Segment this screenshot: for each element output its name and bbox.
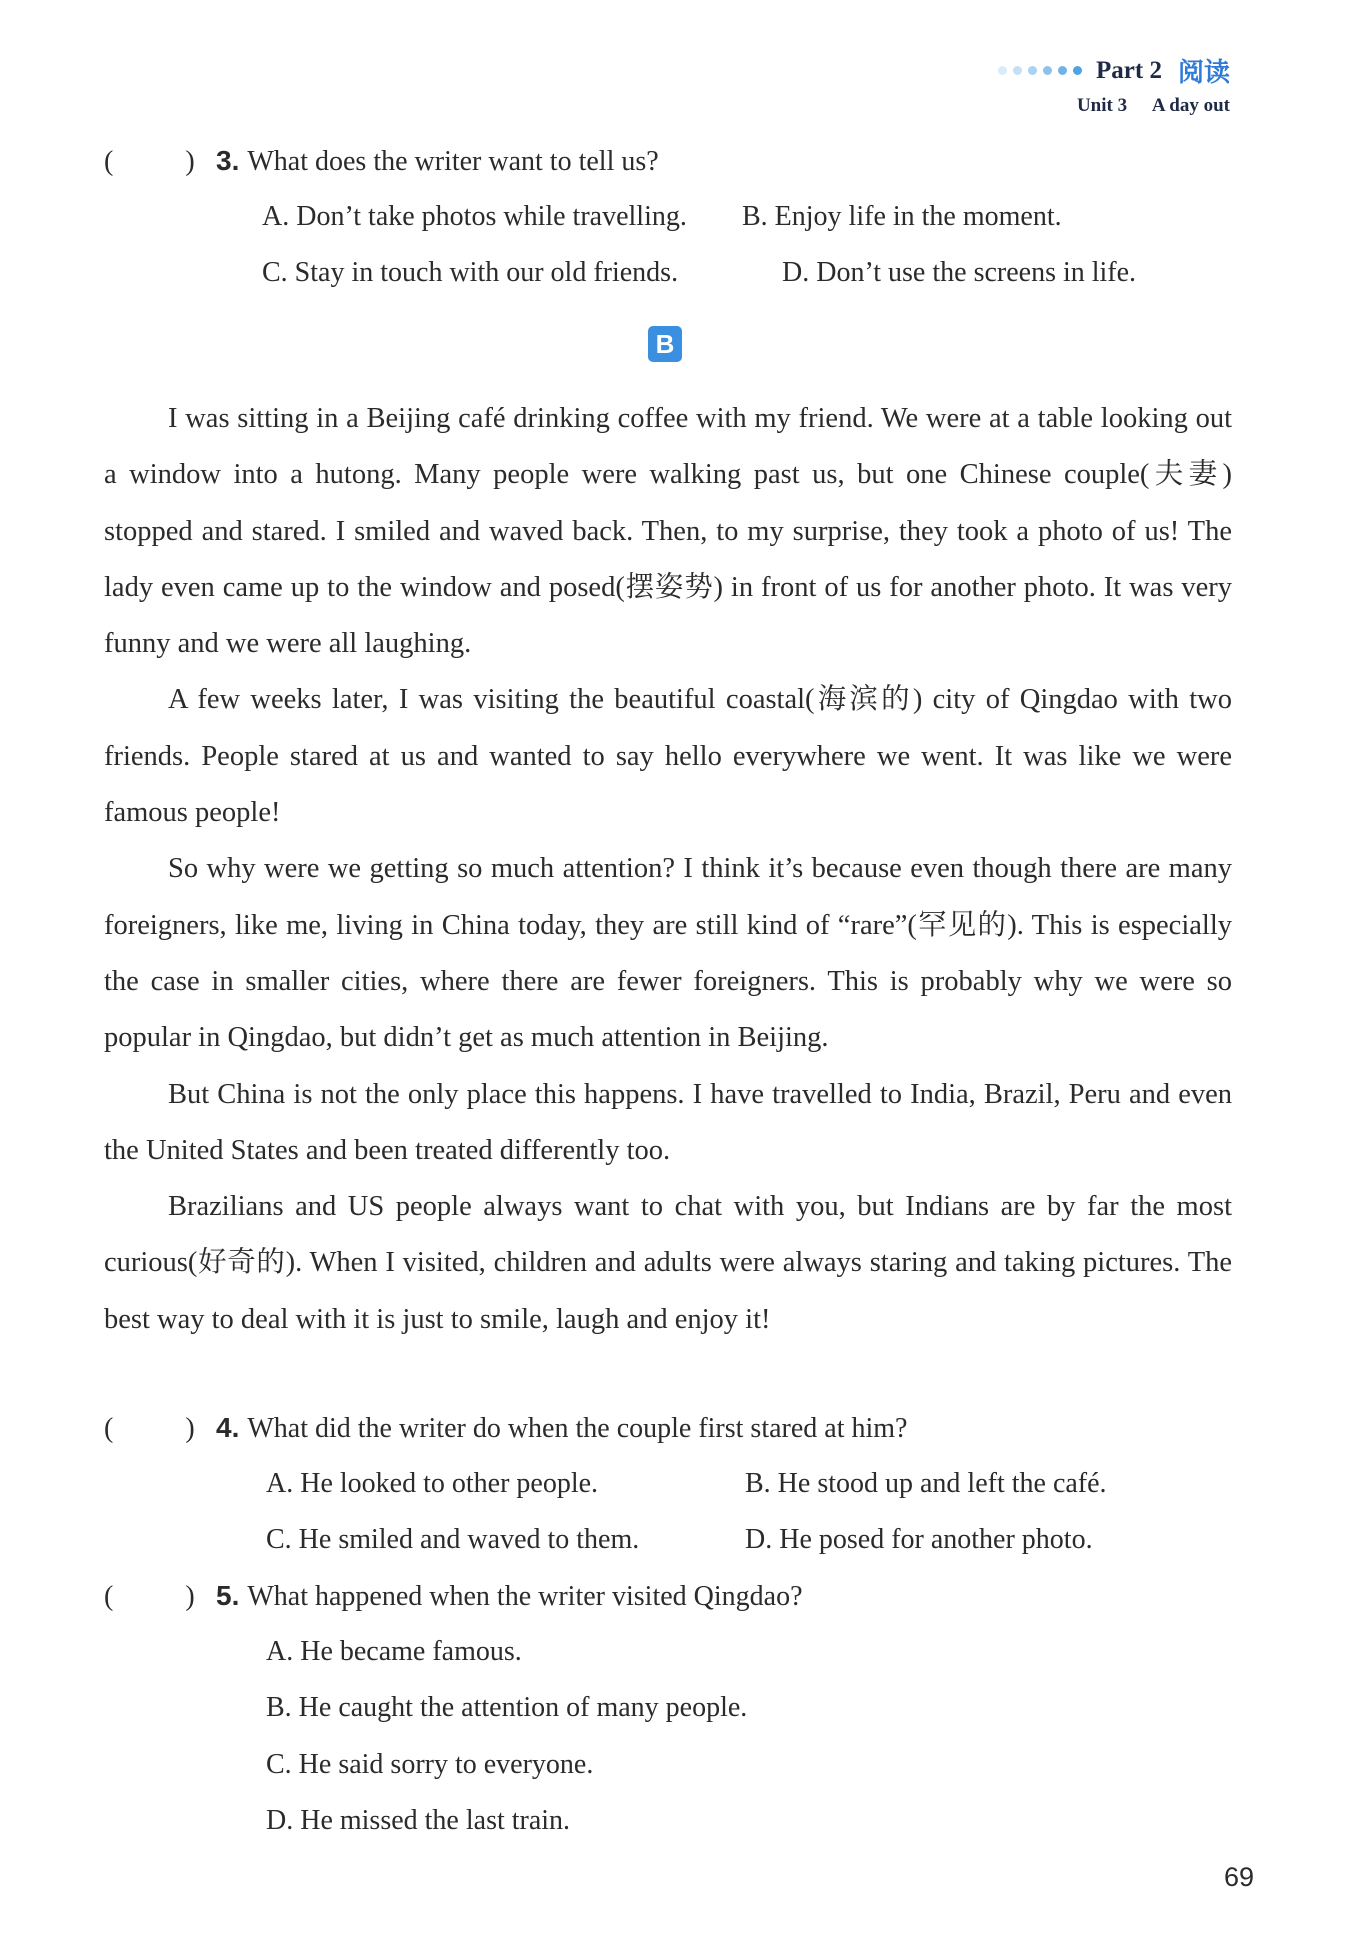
answer-blank[interactable]: [104, 1579, 216, 1615]
header-dot: [1073, 66, 1082, 75]
header-dot: [1028, 66, 1037, 75]
q5-option-c: C. He said sorry to everyone.: [266, 1749, 594, 1780]
q3-option-a: A. Don’t take photos while travelling.: [262, 201, 687, 232]
reading-passage: [104, 391, 1232, 1348]
section-badge: B: [648, 326, 682, 362]
paren-close: ): [185, 146, 195, 177]
answer-blank[interactable]: [104, 1411, 216, 1447]
header-dot: [1058, 66, 1067, 75]
header-part-line: [998, 52, 1230, 89]
question-number: 3.: [216, 145, 240, 176]
passage-paragraph: A few weeks later, I was visiting the beautiful coastal(海滨的) city of Qingdao with two friends. People stared at us and wanted to say hello everywhere we went. It was like we were famous people!: [104, 684, 1232, 829]
paren-open: (: [104, 1413, 114, 1444]
header-dot: [1043, 66, 1052, 75]
q5-option-d: D. He missed the last train.: [266, 1805, 571, 1836]
paren-close: ): [185, 1413, 195, 1444]
unit-line: [998, 95, 1230, 117]
part-chinese-label: 阅读: [1177, 58, 1230, 88]
question-text: What does the writer want to tell us?: [247, 146, 659, 177]
unit-title: A day out: [1151, 95, 1230, 116]
part-label: Part 2: [1096, 56, 1162, 84]
question-number: 4.: [216, 1412, 240, 1443]
q4-option-d: D. He posed for another photo.: [745, 1524, 1093, 1555]
header-dot: [1013, 66, 1022, 75]
q5-option-a: A. He became famous.: [266, 1636, 522, 1667]
question-number: 5.: [216, 1580, 240, 1611]
q5-option-b: B. He caught the attention of many people.: [266, 1692, 748, 1723]
paren-close: ): [185, 1581, 195, 1612]
q3-option-b: B. Enjoy life in the moment.: [742, 201, 1062, 232]
question-4: [104, 1410, 907, 1447]
q4-option-b: B. He stood up and left the café.: [745, 1468, 1107, 1499]
header-dot: [998, 66, 1007, 75]
paren-open: (: [104, 146, 114, 177]
unit-label: Unit 3: [1076, 95, 1128, 116]
paren-open: (: [104, 1581, 114, 1612]
question-3: [104, 143, 659, 180]
q4-option-c: C. He smiled and waved to them.: [266, 1524, 640, 1555]
question-5: [104, 1578, 803, 1615]
header-dots: [998, 66, 1082, 75]
question-text: What happened when the writer visited Qingdao?: [247, 1581, 803, 1612]
question-text: What did the writer do when the couple first stared at him?: [247, 1413, 908, 1444]
passage-paragraph: So why were we getting so much attention? I think it’s because even though there are many foreigners, like me, living in China today, they are still kind of “rare”(罕见的). This is especially the case in smaller cities, where there are fewer foreigners. This is probably why we were so popular in Qingdao, but didn’t get as much attention in Beijing.: [104, 853, 1232, 1054]
q3-option-d: D. Don’t use the screens in life.: [782, 257, 1137, 288]
answer-blank[interactable]: [104, 144, 216, 180]
q4-option-a: A. He looked to other people.: [266, 1468, 599, 1499]
passage-paragraph: Brazilians and US people always want to chat with you, but Indians are by far the most curious(好奇的). When I visited, children and adults were always staring and taking pictures. The best way to deal with it is just to smile, laugh and enjoy it!: [104, 1191, 1232, 1335]
passage-paragraph: I was sitting in a Beijing café drinking coffee with my friend. We were at a table looking out a window into a hutong. Many people were walking past us, but one Chinese couple(夫妻) stopped and stared. I smiled and waved back. Then, to my surprise, they took a photo of us! The lady even came up to the window and posed(摆姿势) in front of us for another photo. It was very funny and we were all laughing.: [104, 403, 1232, 660]
page-number: 69: [1223, 1862, 1254, 1892]
q3-option-c: C. Stay in touch with our old friends.: [262, 257, 679, 288]
page-header: [998, 52, 1230, 117]
passage-paragraph: But China is not the only place this happens. I have travelled to India, Brazil, Peru and even the United States and been treated differently too.: [104, 1078, 1232, 1166]
